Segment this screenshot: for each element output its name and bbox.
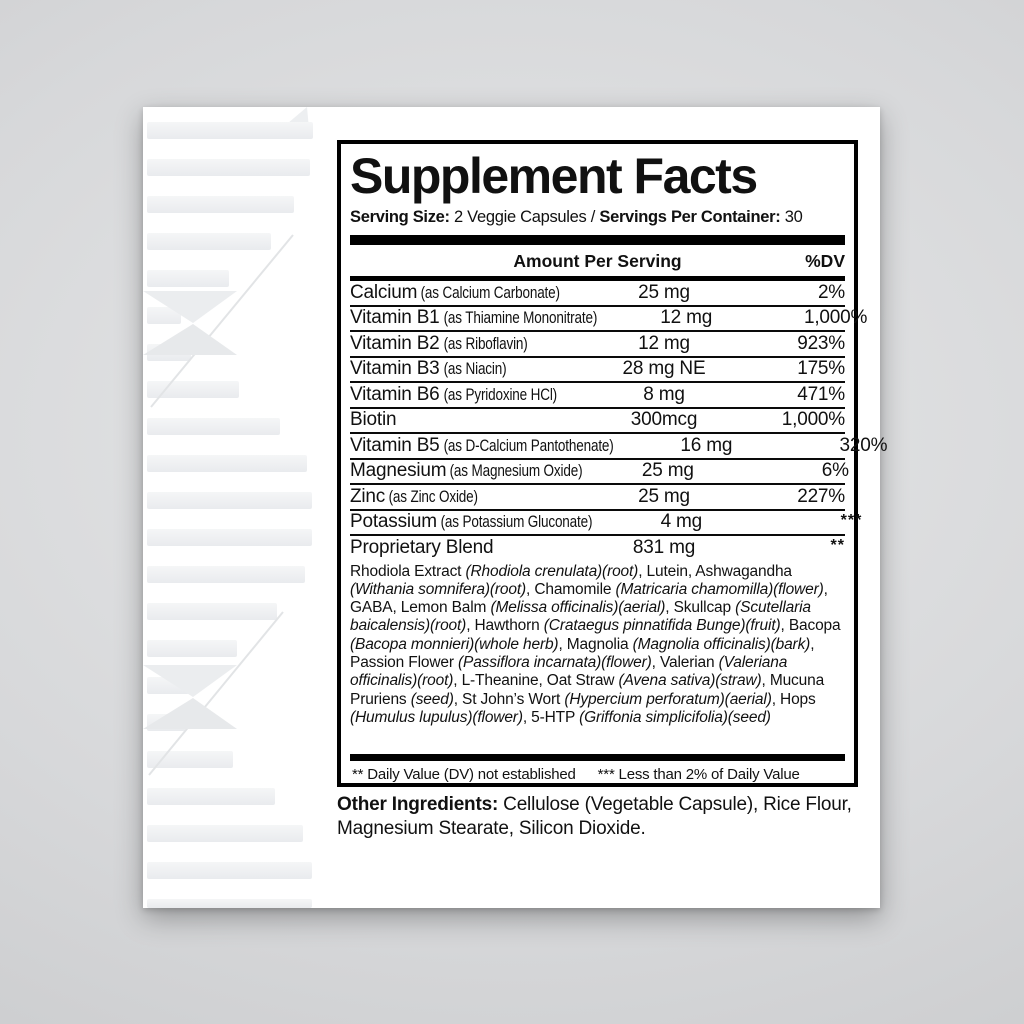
nutrient-dv: 227% (797, 485, 845, 507)
nutrient-dv: ** (830, 537, 845, 554)
nutrient-amount: 25 mg (641, 460, 694, 482)
nutrient-dv: 923% (797, 332, 845, 354)
nutrient-dv: 1,000% (803, 307, 868, 329)
nutrient-row (350, 485, 845, 511)
nutrient-amount: 300mcg (630, 409, 698, 431)
nutrient-name: Biotin (350, 409, 397, 431)
nutrient-name: Magnesium (as Magnesium Oxide) (350, 460, 583, 482)
nutrient-amount: 16 mg (680, 434, 733, 456)
nutrient-name: Vitamin B3 (as Niacin) (350, 358, 506, 380)
footnote-less-than-2: *** Less than 2% of Daily Value (597, 766, 800, 783)
nutrient-form: (as Potassium Gluconate) (436, 513, 593, 532)
nutrient-amount: 12 mg (638, 332, 690, 354)
nutrient-amount: 12 mg (660, 307, 713, 329)
divider-thick-bottom (350, 754, 845, 761)
nutrient-amount: 8 mg (643, 383, 685, 405)
label-card (143, 107, 888, 908)
footnote-not-established: ** Daily Value (DV) not established (352, 766, 576, 783)
serving-size-label: Serving Size: (350, 208, 450, 226)
nutrient-amount: 28 mg NE (622, 358, 706, 380)
nutrient-row (350, 409, 845, 435)
nutrient-row (350, 281, 845, 307)
nutrient-row (350, 434, 888, 460)
nutrient-name: Zinc (as Zinc Oxide) (350, 485, 478, 507)
proprietary-blend-description: Rhodiola Extract (Rhodiola crenulata)(root), Lutein, Ashwagandha (Withania somnifera)(root), Chamomile (Matricaria chamomilla)(flower), GABA, Lemon Balm (Melissa officinalis)(aerial), Skullcap (Scutellaria baicalensis)(root), Hawthorn (Crataegus pinnatifida Bunge)(fruit), Bacopa (Bacopa monnieri)(whole herb), Magnolia (Magnolia officinalis)(bark), Passion Flower (Passiflora incarnata)(flower), Valerian (Valeriana officinalis)(root), L-Theanine, Oat Straw (Avena sativa)(straw), Mucuna Pruriens (seed), St John’s Wort (Hypercium perforatum)(aerial), Hops (Humulus lupulus)(flower), 5-HTP (Griffonia simplicifolia)(seed) (350, 562, 841, 726)
nutrient-dv: 175% (797, 358, 845, 380)
supplement-facts-panel (337, 140, 888, 787)
nutrient-dv: *** (840, 511, 863, 529)
nutrient-row (350, 383, 845, 409)
serving-info (350, 206, 845, 229)
nutrient-row (350, 460, 849, 486)
nutrient-form: (as Niacin) (439, 360, 506, 379)
dv-header: %DV (805, 251, 845, 271)
other-ingredients-text: Cellulose (Vegetable Capsule), Rice Flour, Magnesium Stearate, Silicon Dioxide. (337, 794, 852, 839)
nutrient-amount: 831 mg (632, 536, 696, 558)
other-ingredients-label: Other Ingredients: (337, 794, 499, 815)
nutrient-dv: 2% (817, 281, 845, 303)
column-headers (350, 245, 845, 276)
dna-helix-icon (143, 107, 343, 908)
serving-size-value: 2 Veggie Capsules / (449, 208, 600, 226)
dv-footnote (350, 761, 845, 783)
nutrient-name: Proprietary Blend (350, 536, 494, 558)
other-ingredients (337, 793, 887, 841)
nutrient-name: Vitamin B6 (as Pyridoxine HCl) (350, 383, 557, 405)
nutrient-row (350, 536, 845, 560)
nutrient-row (350, 358, 845, 384)
nutrient-form: (as D-Calcium Pantothenate) (439, 436, 614, 455)
nutrient-name: Vitamin B2 (as Riboflavin) (350, 332, 528, 354)
panel-title: Supplement Facts (350, 148, 757, 204)
nutrient-form: (as Thiamine Mononitrate) (439, 309, 597, 328)
nutrient-form: (as Magnesium Oxide) (446, 462, 583, 481)
nutrient-dv: 471% (797, 383, 845, 405)
nutrient-form: (as Riboflavin) (439, 334, 528, 353)
nutrient-amount: 25 mg (638, 485, 690, 507)
nutrient-name: Potassium (as Potassium Gluconate) (350, 511, 593, 533)
nutrient-dv: 6% (821, 460, 849, 482)
amount-per-serving-header: Amount Per Serving (513, 251, 682, 271)
nutrient-dv: 1,000% (781, 409, 845, 431)
nutrient-amount: 25 mg (638, 281, 690, 303)
nutrient-form: (as Pyridoxine HCl) (439, 385, 557, 404)
nutrient-table (350, 281, 888, 560)
nutrient-row (350, 307, 868, 333)
nutrient-form: (as Calcium Carbonate) (417, 283, 561, 302)
nutrient-form: (as Zinc Oxide) (385, 487, 478, 506)
nutrient-amount: 4 mg (660, 511, 703, 533)
nutrient-name: Vitamin B1 (as Thiamine Mononitrate) (350, 307, 597, 329)
divider-thick-top (350, 235, 845, 245)
nutrient-name: Calcium (as Calcium Carbonate) (350, 281, 561, 303)
servings-per-container-value: 30 (780, 208, 803, 226)
nutrient-dv: 320% (839, 434, 888, 456)
nutrient-row (350, 332, 845, 358)
nutrient-row (350, 511, 863, 537)
nutrient-name: Vitamin B5 (as D-Calcium Pantothenate) (350, 434, 614, 456)
servings-per-container-label: Servings Per Container: (599, 208, 781, 226)
